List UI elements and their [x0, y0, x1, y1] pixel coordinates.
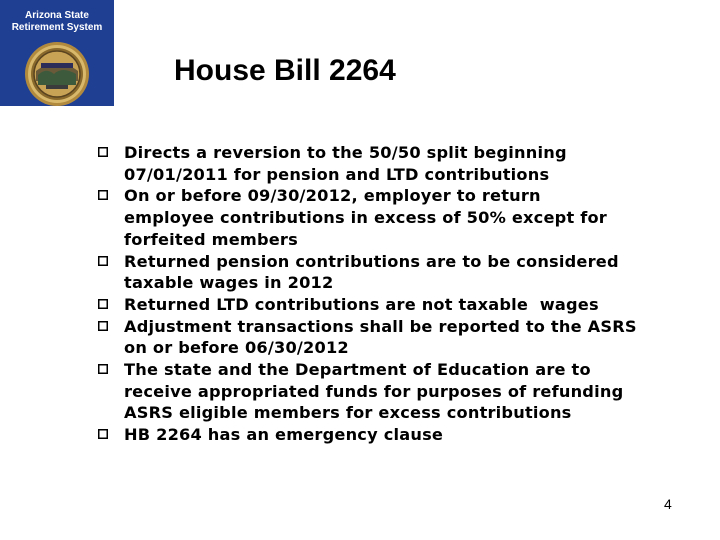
bullet-list [98, 142, 698, 446]
slide-title: House Bill 2264 [174, 54, 396, 87]
bullet-line: receive appropriated funds for purposes of refunding [124, 381, 624, 401]
org-name-line1: Arizona State [25, 10, 89, 21]
logo-panel [0, 0, 114, 106]
square-bullet-icon [98, 299, 108, 309]
square-bullet-icon [98, 321, 108, 331]
bullet-line: Returned LTD contributions are not taxable wages [124, 294, 599, 314]
bullet-line: On or before 09/30/2012, employer to return [124, 186, 541, 206]
list-item [98, 424, 698, 446]
square-bullet-icon [98, 147, 108, 157]
list-item [98, 359, 698, 424]
bullet-line: ASRS eligible members for excess contributions [124, 403, 572, 423]
list-item [98, 185, 698, 250]
square-bullet-icon [98, 256, 108, 266]
bullet-line: Adjustment transactions shall be reported to the ASRS [124, 316, 637, 336]
bullet-line: Directs a reversion to the 50/50 split beginning [124, 143, 567, 162]
square-bullet-icon [98, 429, 108, 439]
bullet-line: forfeited members [124, 229, 298, 249]
bullet-line: on or before 06/30/2012 [124, 338, 349, 358]
organization-name [0, 10, 114, 34]
square-bullet-icon [98, 190, 108, 200]
square-bullet-icon [98, 364, 108, 374]
bullet-line: Returned pension contributions are to be considered [124, 251, 619, 271]
bullet-line: 07/01/2011 for pension and LTD contributions [124, 164, 550, 184]
bullet-line: employee contributions in excess of 50% except for [124, 208, 607, 228]
list-item [98, 142, 698, 185]
list-item [98, 294, 698, 316]
org-name-line2: Retirement System [11, 22, 103, 33]
bullet-line: HB 2264 has an emergency clause [124, 425, 444, 445]
page-number: 4 [664, 496, 672, 512]
bullet-line: The state and the Department of Education are to [124, 360, 591, 380]
bullet-line: taxable wages in 2012 [124, 273, 334, 293]
list-item [98, 316, 698, 359]
list-item [98, 251, 698, 294]
asrs-seal-icon [24, 41, 90, 107]
